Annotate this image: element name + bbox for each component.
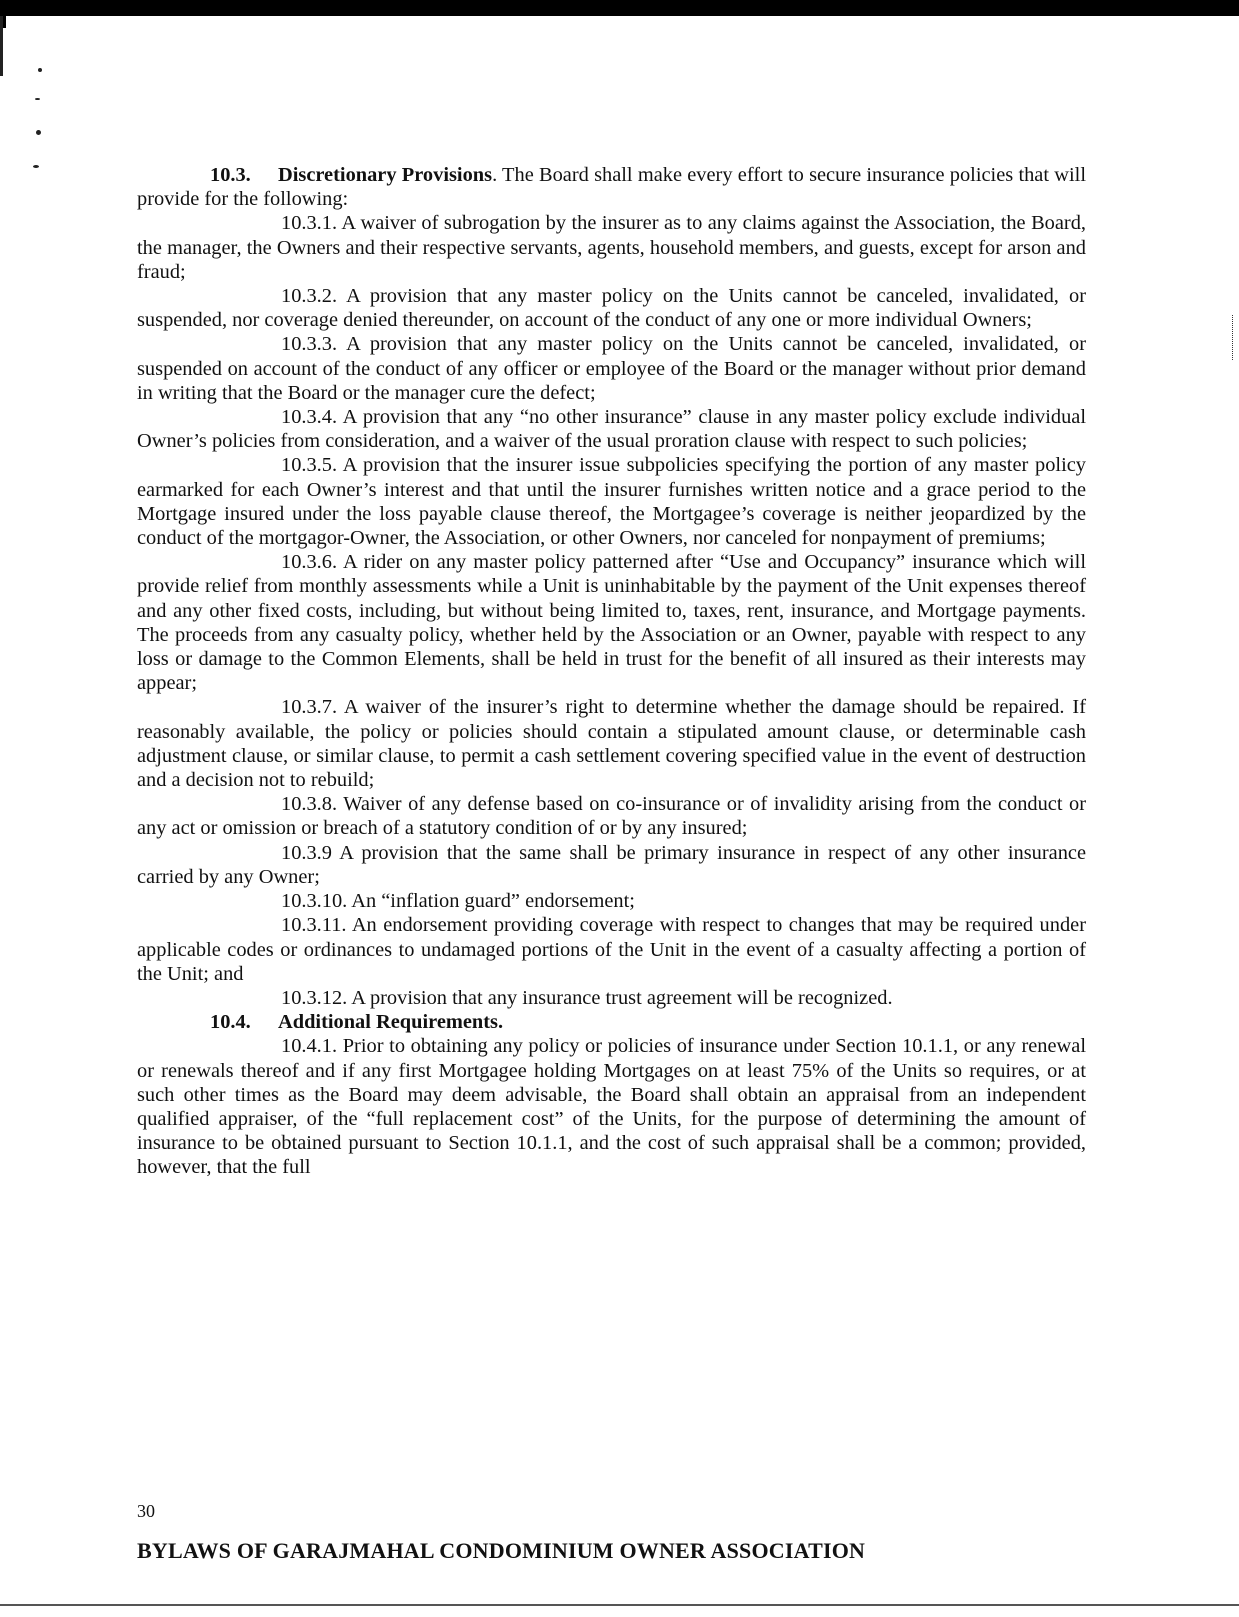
section-heading: Discretionary Provisions	[278, 164, 493, 186]
scan-left-edge	[0, 16, 3, 76]
clause-10-3-9: 10.3.9 A provision that the same shall be primary insurance in respect of any other insurance carried by any Owner;	[137, 841, 1086, 888]
scan-right-mark	[1232, 315, 1233, 360]
clause-10-3-6: 10.3.6. A rider on any master policy patterned after “Use and Occupancy” insurance which will provide relief from monthly assessments while a Unit is uninhabitable by the payment of the Unit expenses thereof and any other fixed costs, including, but without being limited to, taxes, rent, insurance, and Mortgage payments. The proceeds from any casualty policy, whether held by the Association or an Owner, payable with respect to any loss or damage to the Common Elements, shall be held in trust for the benefit of all insured as their interests may appear;	[137, 551, 1086, 695]
scan-speck	[33, 165, 39, 168]
section-10-3-paragraph	[137, 163, 1086, 211]
section-heading: Additional Requirements.	[278, 1011, 504, 1034]
clause-10-3-8: 10.3.8. Waiver of any defense based on co-insurance or of invalidity arising from the conduct or any act or omission or breach of a statutory condition of or by any insured;	[137, 793, 1086, 840]
scan-speck	[36, 130, 41, 135]
document-footer-title: BYLAWS OF GARAJMAHAL CONDOMINIUM OWNER ASSOCIATION	[137, 1538, 866, 1563]
clause-10-3-7: 10.3.7. A waiver of the insurer’s right to determine whether the damage should be repaired. If reasonably available, the policy or policies should contain a stipulated amount clause, or determinable cash adjustment clause, or similar clause, to permit a cash settlement covering specified value in the event of destruction and a decision not to rebuild;	[137, 696, 1086, 792]
scan-speck	[38, 68, 42, 72]
clause-10-3-12: 10.3.12. A provision that any insurance trust agreement will be recognized.	[281, 986, 893, 1009]
clause-10-3-2: 10.3.2. A provision that any master policy on the Units cannot be canceled, invalidated, or suspended, nor coverage denied thereunder, on account of the conduct of any one or more individual Owners;	[137, 285, 1086, 332]
clause-10-3-10: 10.3.10. An “inflation guard” endorsement;	[281, 890, 635, 913]
scan-speck	[35, 98, 40, 100]
clause-10-3-11: 10.3.11. An endorsement providing coverage with respect to changes that may be required under applicable codes or ordinances to undamaged portions of the Unit in the event of a casualty affecting a portion of the Unit; and	[137, 914, 1086, 985]
clause-10-3-5: 10.3.5. A provision that the insurer issue subpolicies specifying the portion of any master policy earmarked for each Owner’s interest and that until the insurer furnishes written notice and a grace period to the Mortgage insured under the loss payable clause thereof, the Mortgagee’s coverage is neither jeopardized by the conduct of the mortgagor-Owner, the Association, or other Owners, nor canceled for nonpayment of premiums;	[137, 454, 1086, 550]
scan-top-border	[0, 0, 1239, 16]
scan-bottom-edge	[0, 1604, 1239, 1606]
section-10-4-heading	[137, 1010, 1086, 1034]
document-body	[137, 163, 1086, 1180]
clause-10-3-1: 10.3.1. A waiver of subrogation by the insurer as to any claims against the Association, the Board, the manager, the Owners and their respective servants, agents, household members, and guests, except for arson and fraud;	[137, 212, 1086, 283]
clause-10-3-4: 10.3.4. A provision that any “no other insurance” clause in any master policy exclude individual Owner’s policies from consideration, and a waiver of the usual proration clause with respect to such policies;	[137, 406, 1086, 453]
section-intro: . The Board shall make every effort to secure insurance policies that will provide for the following:	[137, 164, 1086, 211]
clause-10-3-3: 10.3.3. A provision that any master policy on the Units cannot be canceled, invalidated, or suspended on account of the conduct of any officer or employee of the Board or the manager without prior demand in writing that the Board or the manager cure the defect;	[137, 333, 1086, 404]
page-number: 30	[137, 1501, 155, 1521]
section-number: 10.3.	[210, 164, 251, 186]
section-number: 10.4.	[210, 1011, 251, 1034]
clause-10-4-1: 10.4.1. Prior to obtaining any policy or policies of insurance under Section 10.1.1, or any renewal or renewals thereof and if any first Mortgagee holding Mortgages on at least 75% of the Units so requires, or at such other times as the Board may deem advisable, the Board shall obtain an appraisal from an independent qualified appraiser, of the “full replacement cost” of the Units, for the purpose of determining the amount of insurance to be obtained pursuant to Section 10.1.1, and the cost of such appraisal shall be a common; provided, however, that the full	[137, 1035, 1086, 1179]
